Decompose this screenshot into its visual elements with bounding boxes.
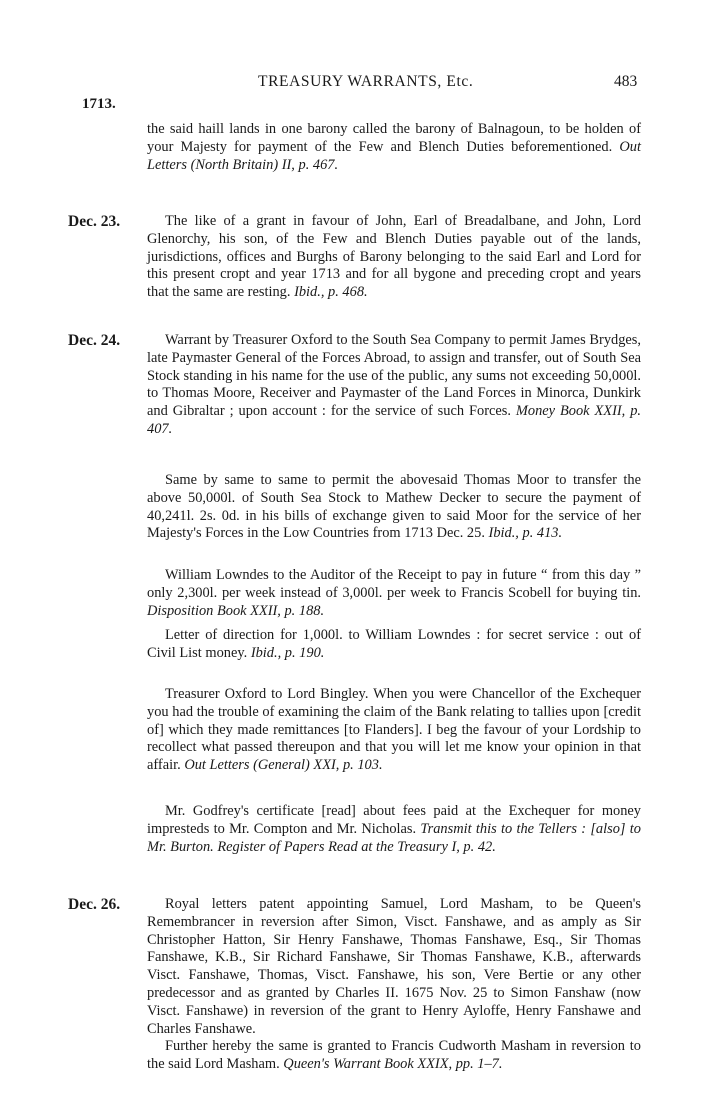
margin-date: Dec. 24. (68, 332, 121, 349)
paragraph-text: Same by same to same to permit the abovesaid Thomas Moor to transfer the above 50,000l. of South Sea Stock to Mathew Decker to secure the payment of 40,241l. 2s. 0d. in his bills of exchange given to said Moor for the service of her Majesty's Forces in the Low Countries from 1713 Dec. 25. (147, 472, 641, 542)
citation: Money Book XXII, p. 407. (147, 403, 641, 437)
entry-body (147, 121, 641, 174)
citation: Transmit this to the Tellers : [also] to Mr. Burton. Register of Papers Read at the Treasury I, p. 42. (147, 820, 641, 855)
entry-paragraph (147, 332, 641, 439)
entry-paragraph (147, 627, 641, 663)
entry-body (147, 472, 641, 543)
paragraph-text: William Lowndes to the Auditor of the Receipt to pay in future “ from this day ” only 2,300l. per week instead of 3,000l. per week to Francis Scobell for buying tin. (147, 567, 641, 601)
citation: Ibid., p. 413. (488, 525, 563, 542)
entry-paragraph (147, 803, 641, 856)
running-title: TREASURY WARRANTS, Etc. (258, 73, 474, 90)
entry-paragraph (147, 121, 641, 174)
citation: Out Letters (North Britain) II, p. 467. (147, 138, 641, 173)
entry-paragraph (147, 213, 641, 302)
paragraph-text: Treasurer Oxford to Lord Bingley. When you were Chancellor of the Exchequer you had the trouble of examining the claim of the Bank relating to tallies upon [credit of] which they made remittances [to Flanders]. I beg the favour of your Lordship to recollect what passed thereupon and that you will let me know your opinion in that affair. (147, 686, 641, 774)
entry-body (147, 627, 641, 663)
entry-body (147, 686, 641, 775)
entry-body (147, 896, 641, 1074)
running-header (0, 73, 709, 95)
entry-paragraph (147, 896, 641, 1038)
margin-date: Dec. 26. (68, 896, 121, 913)
margin-date: Dec. 23. (68, 213, 121, 230)
paragraph-text: Warrant by Treasurer Oxford to the South Sea Company to permit James Brydges, late Paymaster General of the Forces Abroad, to assign and transfer, out of South Sea Stock standing in his name for the use of the public, any sums not exceeding 50,000l. to Thomas Moore, Receiver and Paymaster of the Land Forces in Minorca, Dunkirk and Gibraltar ; upon account : for the service of such Forces. (147, 332, 641, 420)
entry-body (147, 332, 641, 439)
entry-paragraph (147, 472, 641, 543)
entry-body (147, 213, 641, 302)
paragraph-text: Royal letters patent appointing Samuel, Lord Masham, to be Queen's Remembrancer in reversion after Simon, Visct. Fanshawe, and as amply as Sir Christopher Hatton, Sir Henry Fanshawe, Thomas Fanshawe, Esq., Sir Thomas Fanshawe, K.B., Sir Richard Fanshawe, Sir Thomas Fanshawe, K.B., afterwards Visct. Fanshawe, Thomas, Visct. Fanshawe, his son, Vere Bertie or any other predecessor and as granted by Charles II. 1675 Nov. 25 to Simon Fanshaw (now Visct. Fanshawe) in reversion of the grant to Henry Ayloffe, Henry Fanshawe and Charles Fanshawe. (147, 896, 641, 1037)
citation: Queen's Warrant Book XXIX, pp. 1–7. (283, 1056, 503, 1073)
paragraph-text: The like of a grant in favour of John, Earl of Breadalbane, and John, Lord Glenorchy, his son, of the Few and Blench Duties payable out of the lands, jurisdictions, offices and Burghs of Barony belonging to the said Earl and Lord for this present cropt and year 1713 and for all bygone and preceding cropt and years that the same are resting. (147, 213, 641, 301)
paragraph-text: Mr. Godfrey's certificate [read] about fees paid at the Exchequer for money impresteds to Mr. Compton and Mr. Nicholas. (147, 803, 641, 837)
paragraph-text: the said haill lands in one barony called the barony of Balnagoun, to be holden of your Majesty for payment of the Few and Blench Duties beforementioned. (147, 121, 641, 155)
entry-paragraph (147, 1038, 641, 1074)
citation: Disposition Book XXII, p. 188. (147, 602, 325, 619)
paragraph-text: Letter of direction for 1,000l. to William Lowndes : for secret service : out of Civil List money. (147, 627, 641, 661)
page-number: 483 (614, 73, 638, 90)
margin-year: 1713. (82, 96, 116, 112)
entry-body (147, 803, 641, 856)
paragraph-text: Further hereby the same is granted to Francis Cudworth Masham in reversion to the said Lord Masham. (147, 1038, 641, 1073)
citation: Ibid., p. 190. (250, 644, 325, 661)
entry-paragraph (147, 686, 641, 775)
citation: Ibid., p. 468. (294, 284, 368, 301)
entry-paragraph (147, 567, 641, 620)
entry-body (147, 567, 641, 620)
citation: Out Letters (General) XXI, p. 103. (184, 757, 383, 774)
